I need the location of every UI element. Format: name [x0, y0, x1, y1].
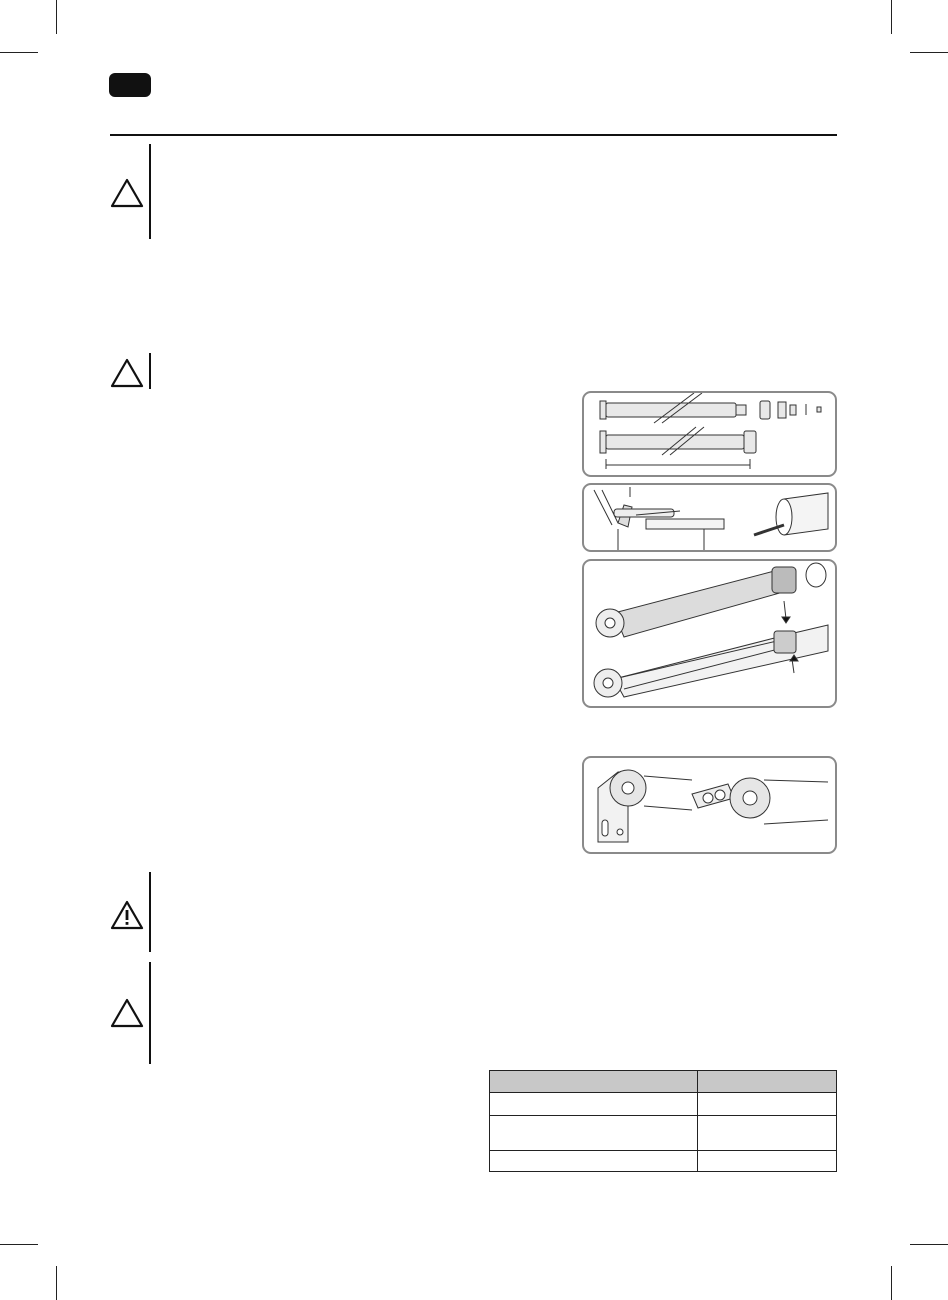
table-cell [490, 1151, 698, 1172]
table-cell [698, 1116, 837, 1151]
table-cell [490, 1116, 698, 1151]
table-row [490, 1151, 837, 1172]
motor-insertion-figure [582, 559, 837, 708]
crop-mark [0, 1244, 38, 1245]
header-rule [110, 134, 837, 136]
crop-mark [0, 52, 38, 53]
table-row [490, 1116, 837, 1151]
note-bar [149, 144, 151, 239]
spec-table [489, 1070, 837, 1172]
crop-mark [56, 1266, 57, 1300]
warning-icon [110, 900, 144, 930]
table-header-cell [490, 1071, 698, 1093]
crop-mark [910, 1244, 948, 1245]
motor-parts-figure [582, 391, 837, 477]
note-bar [149, 353, 151, 389]
note-bar [149, 962, 151, 1064]
caution-icon [110, 998, 144, 1028]
language-tab [109, 73, 151, 97]
crop-mark [910, 52, 948, 53]
table-header-cell [698, 1071, 837, 1093]
table-cell [698, 1093, 837, 1116]
note-bar [149, 872, 151, 952]
tube-cut-figure [582, 483, 837, 552]
table-header-row [490, 1071, 837, 1093]
table-cell [490, 1093, 698, 1116]
crop-mark [891, 1266, 892, 1300]
table-cell [698, 1151, 837, 1172]
caution-icon [110, 358, 144, 388]
crop-mark [891, 0, 892, 34]
bracket-mount-figure [582, 756, 837, 854]
crop-mark [56, 0, 57, 34]
caution-icon [110, 178, 144, 208]
table-row [490, 1093, 837, 1116]
